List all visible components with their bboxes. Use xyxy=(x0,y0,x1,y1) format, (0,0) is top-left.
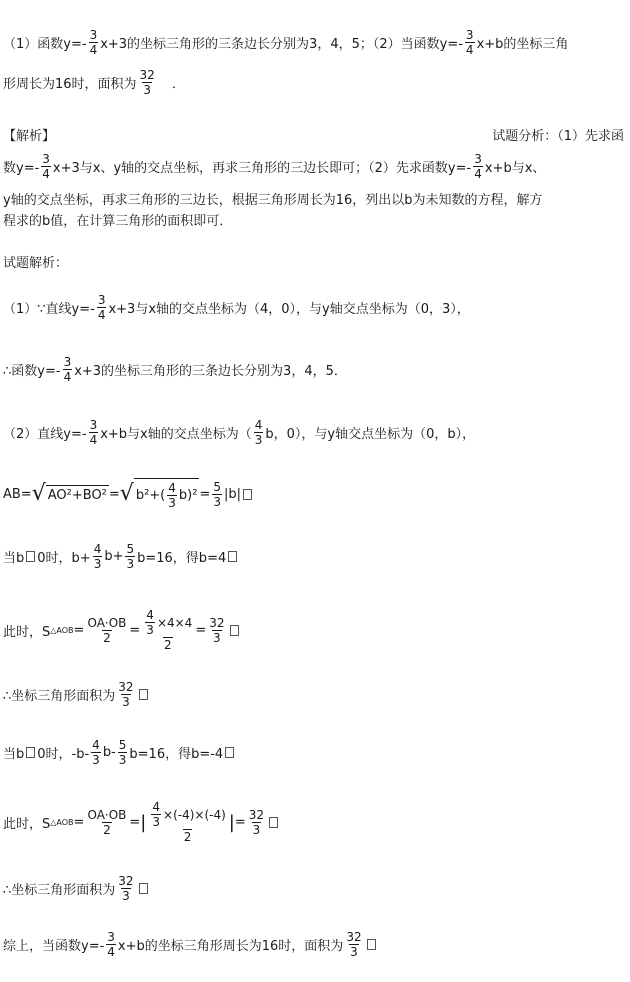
analysis-header-right: 试题分析：（1）先求函 xyxy=(492,129,624,144)
fraction-4-3: $\frac{4}{3}$ xyxy=(254,418,263,447)
missing-glyph-box xyxy=(139,883,148,894)
missing-glyph-box xyxy=(230,625,239,636)
fraction-32-3: $\frac{32}{3}$ xyxy=(346,930,362,959)
fraction-32-3: $\frac{32}{3}$ xyxy=(248,807,265,837)
missing-glyph-box xyxy=(26,551,35,562)
fraction-4-3: $\frac{4}{3}$ xyxy=(93,542,102,571)
missing-glyph-box xyxy=(139,689,148,700)
fraction-3-4: $\frac{3}{4}$ xyxy=(97,293,106,322)
fraction-oa-ob: $\frac{OA\cdot OB}{2}$ xyxy=(87,615,127,645)
fraction-3-4: $\frac{3}{4}$ xyxy=(107,930,115,959)
fraction-3-4: $\frac{3}{4}$ xyxy=(474,152,482,181)
missing-glyph-box xyxy=(26,747,35,758)
missing-glyph-box xyxy=(228,551,237,562)
analysis-line-3: 程求的b值，在计算三角形的面积即可． xyxy=(3,214,233,229)
sqrt-expression: √ b²+( $\frac{4}{3}$ b)² xyxy=(120,478,200,510)
fraction-32-3: $\frac{32}{3}$ xyxy=(139,68,155,97)
analysis-header: 【解析】 xyxy=(3,129,56,144)
fraction-3-4: $\frac{3}{4}$ xyxy=(42,152,50,181)
solution-header: 试题解析： xyxy=(3,256,69,271)
problem-text-1b: x+3的坐标三角形的三条边长分别为3，4，5；（2）当函数y=- xyxy=(100,37,463,52)
solution-step-8: 当b 0时，-b- $\frac{4}{3}$ b- $\frac{5}{3}$ b=16，得b=-4 xyxy=(3,738,236,767)
fraction-3-4: $\frac{3}{4}$ xyxy=(63,355,72,384)
fraction-3-4: $\frac{3}{4}$ xyxy=(89,418,98,447)
missing-glyph-box xyxy=(225,747,234,758)
problem-text-1a: （1）函数y=- xyxy=(3,37,87,52)
solution-step-11: 综上，当函数y=- $\frac{3}{4}$ x+b的坐标三角形周长为16时，面积为 $\frac{32}{3}$ xyxy=(3,930,378,959)
problem-text-2a: 形周长为16时，面积为 xyxy=(3,77,137,92)
problem-text-1c: x+b的坐标三角 xyxy=(476,37,569,52)
fraction-area-calc: $\frac{4}{3}$ ×4×4 2 xyxy=(146,608,193,652)
fraction-5-3: $\frac{5}{3}$ xyxy=(213,479,221,509)
solution-step-1: （1）∵直线y=- $\frac{3}{4}$ x+3与x轴的交点坐标为（4，0），与y轴交点坐标为（0，3）， xyxy=(3,293,470,322)
fraction-5-3: $\frac{5}{3}$ xyxy=(118,738,127,767)
solution-step-6: 此时，S △AOB = $\frac{OA\cdot OB}{2}$ = $\frac{4}{3}$ ×4×4 2 = $\frac{32}{3}$ xyxy=(3,608,241,652)
missing-glyph-box xyxy=(243,489,252,500)
fraction-area-calc: $\frac{4}{3}$ ×(-4)×(-4) 2 xyxy=(152,800,226,844)
problem-line-1 xyxy=(3,28,568,57)
fraction-oa-ob: $\frac{OA\cdot OB}{2}$ xyxy=(87,807,127,837)
missing-glyph-box xyxy=(367,939,376,950)
solution-step-7: ∴坐标三角形面积为 $\frac{32}{3}$ xyxy=(3,680,150,709)
fraction-3-4: $\frac{3}{4}$ xyxy=(89,28,98,57)
fraction-3-4: $\frac{3}{4}$ xyxy=(465,28,474,57)
solution-step-2: ∴函数y=- $\frac{3}{4}$ x+3的坐标三角形的三条边长分别为3，4，5． xyxy=(3,355,347,384)
fraction-32-3: $\frac{32}{3}$ xyxy=(118,680,134,709)
solution-step-4: AB= √ AO²+BO² = √ b²+( $\frac{4}{3}$ b)² = $\frac{5}{3}$ |b| xyxy=(3,478,254,510)
fraction-32-3: $\frac{32}{3}$ xyxy=(118,874,134,903)
solution-step-9: 此时，S △AOB = $\frac{OA\cdot OB}{2}$ = | $\frac{4}{3}$ ×(-4)×(-4) 2 | = $\frac{32}{3}$ xyxy=(3,800,280,844)
fraction-4-3: $\frac{4}{3}$ xyxy=(92,738,100,767)
solution-step-5: 当b 0时，b+ $\frac{4}{3}$ b+ $\frac{5}{3}$ b=16，得b=4 xyxy=(3,542,239,571)
solution-step-10: ∴坐标三角形面积为 $\frac{32}{3}$ xyxy=(3,874,150,903)
problem-line-2 xyxy=(3,68,185,97)
fraction-5-3: $\frac{5}{3}$ xyxy=(126,542,135,571)
solution-step-3: （2）直线y=- $\frac{3}{4}$ x+b与x轴的交点坐标为（ $\frac{4}{3}$ b，0），与y轴交点坐标为（0，b）， xyxy=(3,418,476,447)
analysis-line-2: y轴的交点坐标，再求三角形的三边长，根据三角形周长为16，列出以b为未知数的方程，解方 xyxy=(3,193,543,208)
problem-text-2b: ． xyxy=(171,77,185,92)
fraction-32-3: $\frac{32}{3}$ xyxy=(209,615,225,645)
missing-glyph-box xyxy=(269,817,278,828)
analysis-line-1: 数y=- $\frac{3}{4}$ x+3与x、y轴的交点坐标，再求三角形的三边长即可；（2）先求函数y=- $\frac{3}{4}$ x+b与x、 xyxy=(3,152,546,181)
sqrt-expression: √ AO²+BO² xyxy=(31,481,107,506)
